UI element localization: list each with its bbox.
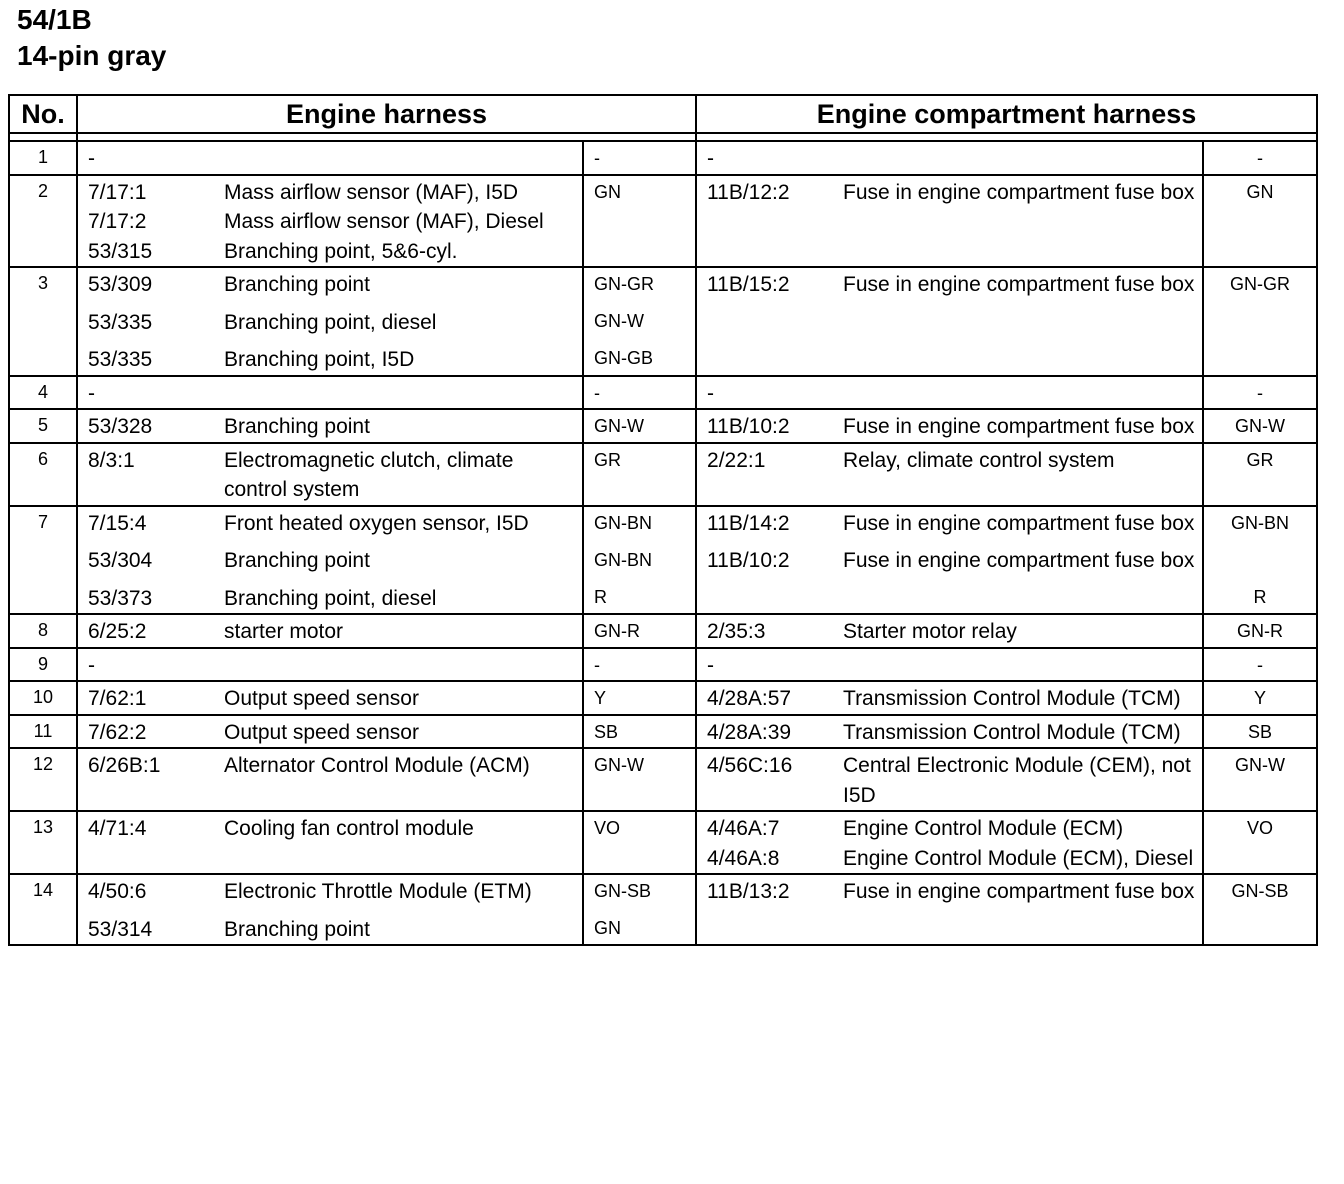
harness-entry <box>88 584 582 614</box>
table-row <box>9 681 1317 715</box>
harness-entry <box>88 144 582 174</box>
harness-entry <box>88 877 582 907</box>
pin-number: 8 <box>9 614 77 648</box>
wire-color: - <box>1257 382 1264 403</box>
pin-number: 2 <box>9 175 77 268</box>
engine-wire-color-cell <box>583 811 696 874</box>
wire-color: - <box>1257 654 1264 675</box>
component-code: - <box>707 381 715 405</box>
component-description <box>224 144 582 174</box>
component-code: 11B/10:2 <box>707 415 790 438</box>
component-description: Electromagnetic clutch, climate control system <box>224 448 514 501</box>
pin-number: 9 <box>9 648 77 682</box>
component-code: 4/56C:16 <box>707 754 793 777</box>
compartment-wire-color-cell <box>1203 874 1317 945</box>
engine-harness-cell <box>77 748 583 811</box>
component-code: 11B/15:2 <box>707 273 790 296</box>
component-code: - <box>707 147 715 170</box>
wire-color: Y <box>594 688 607 708</box>
component-description: Output speed sensor <box>224 720 419 744</box>
component-description <box>224 379 582 409</box>
compartment-harness-cell <box>696 648 1203 682</box>
engine-harness-cell <box>77 681 583 715</box>
wire-color: GR <box>594 449 621 470</box>
harness-entry <box>88 270 582 300</box>
component-description: Mass airflow sensor (MAF), I5D <box>224 180 519 204</box>
wire-color: GN-GR <box>594 274 654 294</box>
component-code: 4/28A:39 <box>707 720 792 744</box>
engine-harness-cell <box>77 267 583 376</box>
compartment-harness-cell <box>696 748 1203 811</box>
pin-number: 11 <box>9 715 77 749</box>
harness-entry <box>88 237 582 267</box>
component-code: 53/335 <box>88 310 153 334</box>
component-description: Fuse in engine compartment fuse box <box>843 180 1195 204</box>
engine-harness-cell <box>77 409 583 443</box>
wire-color: GN <box>594 181 621 202</box>
wire-color: GN <box>594 918 621 938</box>
wire-color: GN-W <box>594 311 644 331</box>
compartment-wire-color-cell <box>1203 267 1317 376</box>
wire-color: GR <box>1246 449 1274 470</box>
table-row <box>9 811 1317 874</box>
harness-entry <box>707 144 1202 174</box>
component-code: 53/335 <box>88 348 153 371</box>
engine-wire-color-cell <box>583 409 696 443</box>
wire-color: GN-W <box>1235 416 1286 436</box>
engine-wire-color-cell <box>583 748 696 811</box>
component-code: 2/22:1 <box>707 448 766 472</box>
engine-wire-color-cell <box>583 614 696 648</box>
header-engine-compartment-harness: Engine compartment harness <box>696 95 1317 133</box>
component-description: Transmission Control Module (TCM) <box>843 687 1181 710</box>
harness-entry <box>88 546 582 576</box>
harness-entry <box>88 308 582 338</box>
component-code: 4/46A:7 <box>707 817 780 840</box>
wire-color: - <box>1257 148 1264 168</box>
table-row <box>9 376 1317 410</box>
wire-color: GN-SB <box>1231 881 1289 901</box>
engine-wire-color-cell <box>583 267 696 376</box>
harness-entry <box>707 617 1202 647</box>
wire-color: GN-BN <box>1231 512 1290 533</box>
engine-harness-cell <box>77 874 583 945</box>
component-code: - <box>88 147 95 170</box>
harness-entry <box>707 546 1202 576</box>
pin-number: 13 <box>9 811 77 874</box>
engine-wire-color-cell <box>583 443 696 506</box>
wire-color: GN-GB <box>594 348 654 368</box>
harness-entry <box>88 412 582 442</box>
component-code: 53/328 <box>88 415 153 438</box>
connector-description: 14-pin gray <box>17 40 167 71</box>
harness-entry <box>88 651 582 681</box>
pin-number: 1 <box>9 141 77 175</box>
harness-entry <box>707 270 1202 300</box>
wire-color: GN-GR <box>1230 274 1291 294</box>
component-description: Cooling fan control module <box>224 817 474 840</box>
connector-id: 54/1B <box>17 4 92 35</box>
component-description: Branching point, diesel <box>224 586 437 610</box>
component-description: Relay, climate control system <box>843 448 1115 472</box>
pin-number: 5 <box>9 409 77 443</box>
component-code: 2/35:3 <box>707 620 766 643</box>
wire-color: R <box>594 586 607 607</box>
component-description: Fuse in engine compartment fuse box <box>843 415 1195 438</box>
compartment-wire-color-cell <box>1203 141 1317 175</box>
wire-color: GN-W <box>1235 755 1286 775</box>
component-description: Starter motor relay <box>843 620 1017 643</box>
compartment-harness-cell <box>696 614 1203 648</box>
component-code: 53/309 <box>88 273 153 296</box>
wire-color: VO <box>594 818 621 838</box>
compartment-harness-cell <box>696 681 1203 715</box>
wire-color: - <box>594 148 600 168</box>
compartment-harness-cell <box>696 409 1203 443</box>
wire-color: - <box>594 654 600 675</box>
harness-entry <box>707 509 1202 539</box>
component-code: 53/314 <box>88 917 153 941</box>
table-row <box>9 443 1317 506</box>
component-description: Mass airflow sensor (MAF), Diesel <box>224 210 544 233</box>
component-description: Central Electronic Module (CEM), not I5D <box>843 754 1191 807</box>
compartment-wire-color-cell <box>1203 175 1317 268</box>
engine-harness-cell <box>77 811 583 874</box>
component-code: 6/25:2 <box>88 620 147 643</box>
component-code: 53/304 <box>88 549 153 572</box>
table-row <box>9 715 1317 749</box>
component-code: 7/62:2 <box>88 720 147 744</box>
component-code: 4/46A:8 <box>707 846 780 870</box>
pin-number: 4 <box>9 376 77 410</box>
engine-wire-color-cell <box>583 376 696 410</box>
engine-wire-color-cell <box>583 141 696 175</box>
wire-color: GN-SB <box>594 881 652 901</box>
harness-entry <box>88 207 582 237</box>
component-code: 7/17:2 <box>88 210 147 233</box>
component-description: Fuse in engine compartment fuse box <box>843 511 1195 535</box>
wire-color: GN-R <box>594 621 640 641</box>
component-code: - <box>88 381 95 405</box>
component-code: 53/373 <box>88 586 153 610</box>
compartment-wire-color-cell <box>1203 748 1317 811</box>
pin-number: 6 <box>9 443 77 506</box>
engine-wire-color-cell <box>583 506 696 615</box>
compartment-harness-cell <box>696 811 1203 874</box>
component-description: Branching point, 5&6-cyl. <box>224 239 458 263</box>
engine-harness-cell <box>77 141 583 175</box>
wire-color: GN <box>1246 181 1274 202</box>
harness-entry <box>707 651 1202 681</box>
component-description: Branching point <box>224 549 370 572</box>
harness-entry <box>88 379 582 409</box>
engine-harness-cell <box>77 175 583 268</box>
pin-number: 3 <box>9 267 77 376</box>
table-row <box>9 141 1317 175</box>
engine-wire-color-cell <box>583 648 696 682</box>
header-no: No. <box>9 95 77 133</box>
harness-entry <box>707 446 1202 476</box>
component-description: Transmission Control Module (TCM) <box>843 720 1181 744</box>
harness-entry <box>707 684 1202 714</box>
compartment-wire-color-cell <box>1203 409 1317 443</box>
pin-number: 12 <box>9 748 77 811</box>
harness-entry <box>88 915 582 945</box>
component-code: 11B/12:2 <box>707 180 790 204</box>
compartment-harness-cell <box>696 141 1203 175</box>
component-description <box>224 651 582 681</box>
table-row <box>9 614 1317 648</box>
component-description: Front heated oxygen sensor, I5D <box>224 511 529 535</box>
component-description: Electronic Throttle Module (ETM) <box>224 880 532 903</box>
pin-number: 14 <box>9 874 77 945</box>
compartment-wire-color-cell <box>1203 648 1317 682</box>
table-row <box>9 648 1317 682</box>
harness-entry <box>88 751 582 781</box>
engine-wire-color-cell <box>583 874 696 945</box>
component-code: 8/3:1 <box>88 448 135 472</box>
component-description: Branching point <box>224 917 370 941</box>
harness-entry <box>88 178 582 208</box>
compartment-wire-color-cell <box>1203 715 1317 749</box>
compartment-harness-cell <box>696 267 1203 376</box>
component-description <box>843 144 1202 174</box>
harness-entry <box>707 877 1202 907</box>
component-code: 6/26B:1 <box>88 754 161 777</box>
compartment-wire-color-cell <box>1203 443 1317 506</box>
compartment-wire-color-cell <box>1203 811 1317 874</box>
harness-entry <box>88 446 582 505</box>
component-code: 53/315 <box>88 239 153 263</box>
wire-color: Y <box>1254 688 1267 708</box>
harness-entry <box>707 751 1202 810</box>
component-code: 11B/14:2 <box>707 511 790 535</box>
component-code: - <box>88 653 95 677</box>
component-description: Branching point, diesel <box>224 310 437 334</box>
component-description: Fuse in engine compartment fuse box <box>843 273 1195 296</box>
table-row <box>9 748 1317 811</box>
pin-number: 7 <box>9 506 77 615</box>
harness-entry <box>707 178 1202 208</box>
engine-harness-cell <box>77 614 583 648</box>
component-description: Fuse in engine compartment fuse box <box>843 880 1195 903</box>
engine-harness-cell <box>77 648 583 682</box>
table-row <box>9 175 1317 268</box>
component-description: Engine Control Module (ECM), Diesel <box>843 846 1194 870</box>
component-code: 4/50:6 <box>88 880 147 903</box>
engine-wire-color-cell <box>583 715 696 749</box>
component-code: 11B/10:2 <box>707 549 790 572</box>
component-description: Fuse in engine compartment fuse box <box>843 549 1195 572</box>
engine-harness-cell <box>77 376 583 410</box>
component-code: 4/28A:57 <box>707 687 792 710</box>
harness-entry <box>88 509 582 539</box>
component-code: 7/17:1 <box>88 180 147 204</box>
component-code: 7/62:1 <box>88 687 147 710</box>
wire-color: GN-W <box>594 755 644 775</box>
component-description: Alternator Control Module (ACM) <box>224 754 530 777</box>
compartment-harness-cell <box>696 443 1203 506</box>
component-code: 11B/13:2 <box>707 880 790 903</box>
pin-number: 10 <box>9 681 77 715</box>
wire-color: R <box>1253 586 1267 607</box>
header-spacer <box>9 133 1317 141</box>
engine-wire-color-cell <box>583 175 696 268</box>
compartment-wire-color-cell <box>1203 376 1317 410</box>
harness-entry <box>88 345 582 375</box>
component-code: - <box>707 653 715 677</box>
table-row <box>9 506 1317 615</box>
harness-entry <box>88 617 582 647</box>
engine-wire-color-cell <box>583 681 696 715</box>
engine-harness-cell <box>77 443 583 506</box>
compartment-harness-cell <box>696 874 1203 945</box>
component-code: 4/71:4 <box>88 817 147 840</box>
component-description: Engine Control Module (ECM) <box>843 817 1124 840</box>
harness-entry <box>707 379 1202 409</box>
component-description: Output speed sensor <box>224 687 419 710</box>
component-code: 7/15:4 <box>88 511 147 535</box>
component-description <box>843 379 1202 409</box>
harness-entry <box>88 684 582 714</box>
table-row <box>9 267 1317 376</box>
wire-color: - <box>594 382 600 403</box>
component-description: starter motor <box>224 620 344 643</box>
harness-entry <box>707 814 1202 844</box>
compartment-wire-color-cell <box>1203 681 1317 715</box>
wire-color: GN-BN <box>594 549 652 570</box>
compartment-wire-color-cell <box>1203 614 1317 648</box>
wire-color: VO <box>1247 818 1274 838</box>
table-row <box>9 874 1317 945</box>
compartment-wire-color-cell <box>1203 506 1317 615</box>
engine-harness-cell <box>77 715 583 749</box>
wire-color: GN-BN <box>594 512 652 533</box>
compartment-harness-cell <box>696 506 1203 615</box>
compartment-harness-cell <box>696 376 1203 410</box>
harness-entry <box>88 718 582 748</box>
harness-entry <box>707 844 1202 874</box>
compartment-harness-cell <box>696 175 1203 268</box>
table-row <box>9 409 1317 443</box>
wire-color: SB <box>1248 721 1273 742</box>
wire-color: GN-R <box>1237 621 1284 641</box>
component-description <box>843 651 1202 681</box>
component-description: Branching point <box>224 273 370 296</box>
harness-entry <box>707 412 1202 442</box>
compartment-harness-cell <box>696 715 1203 749</box>
wire-color: SB <box>594 721 619 742</box>
wire-color: GN-W <box>594 416 644 436</box>
harness-entry <box>707 718 1202 748</box>
engine-harness-cell <box>77 506 583 615</box>
header-engine-harness: Engine harness <box>77 95 696 133</box>
component-description: Branching point, I5D <box>224 348 415 371</box>
component-description: Branching point <box>224 415 370 438</box>
pinout-table <box>8 94 1318 946</box>
header-row <box>9 95 1317 133</box>
harness-entry <box>88 814 582 844</box>
